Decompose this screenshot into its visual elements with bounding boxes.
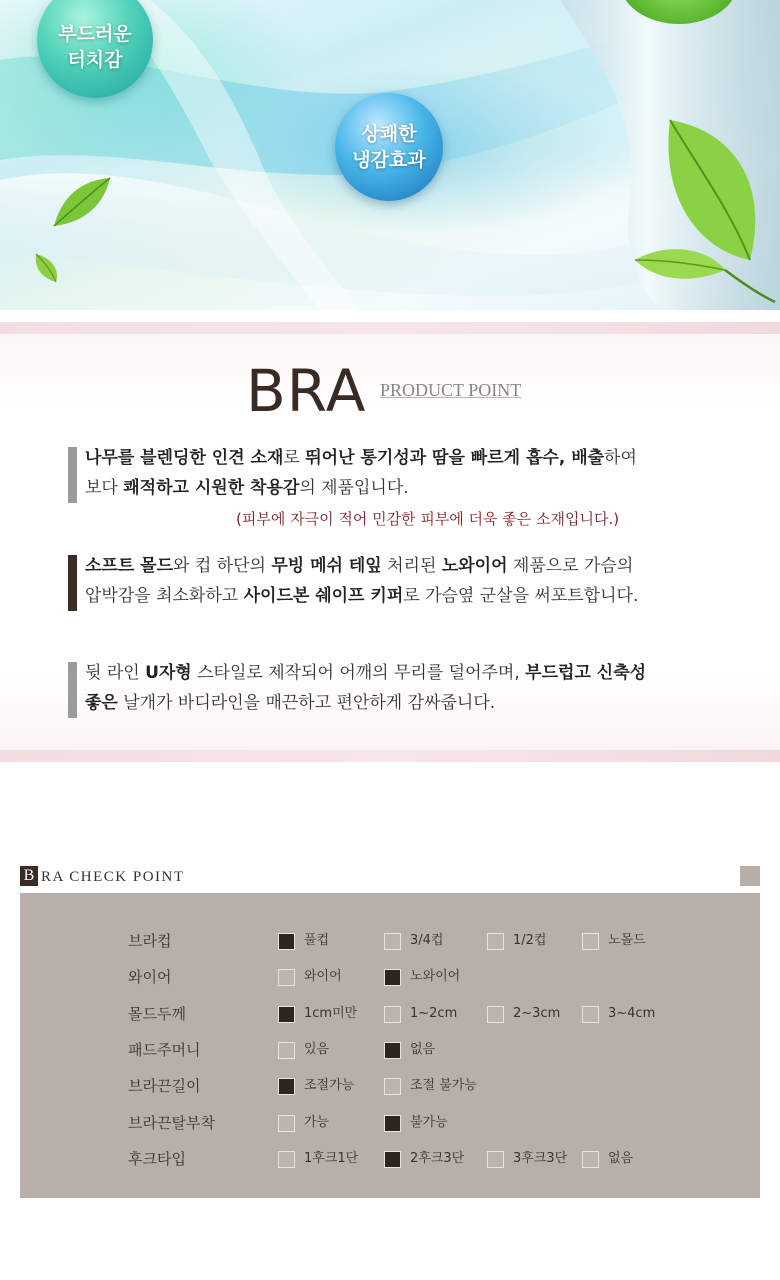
- check-option-label: 노와이어: [410, 969, 461, 985]
- check-option-label: 2~3cm: [513, 1005, 561, 1021]
- check-point-panel: [20, 893, 760, 1198]
- section-top-band: [0, 322, 780, 334]
- empty-box-icon: [487, 1006, 504, 1023]
- check-option-label: 와이어: [304, 969, 342, 985]
- soft-touch-line2: 터치감: [67, 49, 123, 71]
- check-row: [20, 1038, 760, 1062]
- paragraph-marker: [68, 555, 77, 611]
- check-row-label: 브라끈탈부착: [128, 1113, 215, 1132]
- cooling-effect-line1: 상쾌한: [361, 123, 417, 145]
- check-option-label: 불가능: [410, 1114, 448, 1130]
- body-text: 제품으로 가슴의: [507, 556, 634, 576]
- empty-box-icon: [384, 933, 401, 950]
- check-option-label: 1cm미만: [304, 1005, 358, 1021]
- leaf-branch-icon: [630, 110, 780, 305]
- paragraph-line: [85, 551, 728, 581]
- product-subtitle: PRODUCT POINT: [380, 380, 522, 400]
- empty-box-icon: [384, 1006, 401, 1023]
- body-text: 스타일로 제작되어 어깨의 무리를 덜어주며,: [191, 663, 526, 683]
- check-option-label: 풀컵: [304, 933, 330, 948]
- body-text: 날개가 바디라인을 매끈하고 편안하게 감싸줍니다.: [117, 693, 496, 713]
- emphasis-text: 쾌적하고 시원한 착용감: [123, 478, 300, 498]
- body-text: 압박감을 최소화하고: [85, 586, 244, 606]
- check-option-label: 2후크3단: [410, 1150, 465, 1166]
- hero-banner: [0, 0, 780, 310]
- paragraph-line: [85, 688, 728, 718]
- check-row-label: 몰드두께: [128, 1004, 186, 1023]
- fabric-note: (피부에 자극이 적어 민감한 피부에 더욱 좋은 소재입니다.): [236, 510, 620, 528]
- empty-box-icon: [582, 933, 599, 950]
- feature-paragraph-back: [68, 658, 728, 718]
- emphasis-text: 나무를 블렌딩한 인견 소재: [85, 448, 284, 468]
- checked-box-icon: [384, 1151, 401, 1168]
- body-text: 처리된: [381, 556, 442, 576]
- empty-box-icon: [487, 1151, 504, 1168]
- emphasis-text: 부드럽고 신축성: [525, 663, 647, 683]
- check-row: [20, 1074, 760, 1098]
- soft-touch-line1: 부드러운: [58, 23, 132, 45]
- paragraph-line: [85, 581, 728, 611]
- leaf-icon: [52, 176, 112, 228]
- check-option-label: 3/4컵: [410, 933, 444, 948]
- empty-box-icon: [384, 1078, 401, 1095]
- check-row-label: 패드주머니: [128, 1040, 201, 1059]
- product-title: BRA: [246, 357, 367, 425]
- body-text: 로 가슴옆 군살을 써포트합니다.: [403, 586, 639, 606]
- check-option-label: 가능: [304, 1114, 330, 1130]
- feature-paragraph-fabric: [68, 443, 728, 503]
- check-option-label: 조절 불가능: [410, 1078, 477, 1094]
- check-option-label: 없음: [608, 1150, 634, 1166]
- empty-box-icon: [278, 1042, 295, 1059]
- check-option-label: 1후크1단: [304, 1150, 359, 1166]
- empty-box-icon: [278, 969, 295, 986]
- check-row: [20, 965, 760, 989]
- check-option-label: 3~4cm: [608, 1005, 656, 1021]
- checked-box-icon: [278, 1078, 295, 1095]
- emphasis-text: 뛰어난 통기성과 땀을 빠르게 흡수, 배출: [305, 448, 605, 468]
- emphasis-text: 좋은: [85, 693, 118, 713]
- check-row-label: 브라컵: [128, 932, 172, 950]
- check-option-label: 있음: [304, 1041, 330, 1057]
- check-option-label: 1/2컵: [513, 933, 547, 948]
- check-option-label: 노몰드: [608, 933, 646, 948]
- check-row: [20, 1002, 760, 1026]
- check-point-header: [20, 866, 760, 888]
- empty-box-icon: [278, 1115, 295, 1132]
- check-row-label: 브라끈길이: [128, 1077, 201, 1096]
- empty-box-icon: [582, 1151, 599, 1168]
- checked-box-icon: [384, 1042, 401, 1059]
- check-row: [20, 929, 760, 953]
- empty-box-icon: [582, 1006, 599, 1023]
- emphasis-text: 소프트 몰드: [85, 556, 174, 576]
- check-option-label: 3후크3단: [513, 1150, 568, 1166]
- check-row: [20, 1111, 760, 1135]
- check-point-initial: B: [20, 866, 38, 886]
- check-option-label: 조절가능: [304, 1078, 355, 1094]
- body-text: 뒷 라인: [85, 663, 146, 683]
- checked-box-icon: [384, 969, 401, 986]
- emphasis-text: 무빙 메쉬 테잎: [271, 556, 382, 576]
- emphasis-text: U자형: [145, 663, 192, 683]
- body-text: 의 제품입니다.: [299, 478, 409, 498]
- paragraph-line: [85, 473, 728, 503]
- paragraph-marker: [68, 447, 77, 503]
- emphasis-text: 사이드본 쉐이프 키퍼: [243, 586, 404, 606]
- cooling-effect-line2: 냉감효과: [352, 149, 426, 171]
- check-point-title: RA CHECK POINT: [41, 869, 185, 885]
- checked-box-icon: [278, 1006, 295, 1023]
- feature-paragraph-mold: [68, 551, 728, 611]
- header-square-decoration: [740, 866, 760, 886]
- section-bottom-band: [0, 750, 780, 762]
- body-text: 보다: [85, 478, 124, 498]
- checked-box-icon: [384, 1115, 401, 1132]
- emphasis-text: 노와이어: [441, 556, 508, 576]
- body-text: 로: [283, 448, 306, 468]
- body-text: 하여: [604, 448, 637, 468]
- check-option-label: 없음: [410, 1041, 436, 1057]
- empty-box-icon: [487, 933, 504, 950]
- check-row: [20, 1147, 760, 1171]
- leaf-small-icon: [32, 252, 62, 284]
- check-option-label: 1~2cm: [410, 1005, 458, 1021]
- body-text: 와 컵 하단의: [173, 556, 272, 576]
- empty-box-icon: [278, 1151, 295, 1168]
- check-row-label: 와이어: [128, 968, 172, 987]
- cooling-effect-badge: [335, 93, 443, 201]
- paragraph-line: [85, 658, 728, 688]
- checked-box-icon: [278, 933, 295, 950]
- paragraph-marker: [68, 662, 77, 718]
- paragraph-line: [85, 443, 728, 473]
- check-row-label: 후크타입: [128, 1149, 186, 1168]
